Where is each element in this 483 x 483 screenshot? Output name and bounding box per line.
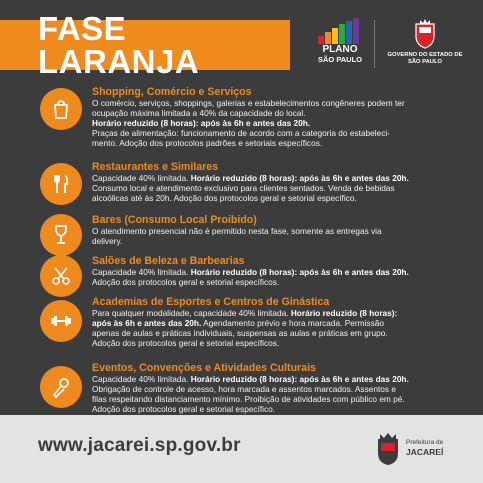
item-text: O comércio, serviços, shoppings, galerias e estabelecimentos congêneres podem ter ocupação máxima limitada a 40% da capacidade do local. Horário reduzido (8 horas): após às 6h e antes das 20h. Praças de alimentação: funcionamento de acordo com a categoria do estabeleci- mento. Adoção dos protocolos padrões e setoriais específicos. [92,98,405,148]
scissors-comb-icon [40,255,82,297]
item-text: O atendimento presencial não é permitido nesta fase, somente as entregas via delivery. [92,226,382,246]
page-title: FASE LARANJA [38,10,200,80]
footer [0,415,483,483]
pref-line1: Prefeitura de [406,439,444,446]
item-text: Para qualquer modalidade, capacidade 40% limitada. Horário reduzido (8 horas): após às 6h e antes das 20h. Agendamento prévio e hora marcada. Permissão apenas de aulas e práticas individuais, suspensas as aulas e práticas em grupo. Adoção dos protocolos geral e setorial específicos. [92,308,398,348]
gov-text: GOVERNO DO ESTADO DE SÃO PAULO [387,52,463,65]
item-title: Eventos, Convenções e Atividades Culturais [92,362,316,374]
item-title: Shopping, Comércio e Serviços [92,86,252,98]
bars-logo-icon [318,18,362,44]
title-band [0,10,290,80]
item-title: Salões de Beleza e Barbearias [92,255,245,267]
gov-sp-logo [382,18,468,70]
item-title: Bares (Consumo Local Proibido) [92,214,257,226]
header [0,0,483,80]
prefeitura-logo [374,427,450,471]
plano-line1: PLANO [322,44,358,55]
city-crest-icon [374,431,402,467]
shopping-bag-icon [40,88,82,130]
dumbbell-icon [40,300,82,342]
microphone-icon [40,366,82,408]
pref-line2: JACAREÍ [406,447,444,457]
plano-line2: SÃO PAULO [317,55,363,64]
coat-of-arms-icon [413,18,437,50]
item-text: Capacidade 40% limitada. Horário reduzido (8 horas): após às 6h e antes das 20h. Obrigação de controle de acesso, hora marcada e assentos marcados. Assentos e filas respeitando distanciamento mínimo. Proibição de atividades com público em pé. Adoção dos protocolos geral e setorial específico. [92,374,409,414]
logo-divider [374,20,375,68]
item-text: Capacidade 40% limitada. Horário reduzido (8 horas): após às 6h e antes das 20h. Consumo local e atendimento exclusivo para clientes sentados. Venda de bebidas alcoólicas até às 20h. Adoção dos protocolos geral e setorial específico. [92,173,409,203]
item-title: Restaurantes e Similares [92,161,219,173]
item-text: Capacidade 40% limitada. Horário reduzido (8 horas): após às 6h e antes das 20h. Adoção dos protocolos geral e setorial específicos. [92,267,409,287]
plano-sp-logo [312,18,368,70]
website-link[interactable]: www.jacarei.sp.gov.br [38,435,241,456]
item-title: Academias de Esportes e Centros de Ginástica [92,296,330,308]
fork-knife-icon [40,163,82,205]
wine-glass-icon [40,214,82,256]
